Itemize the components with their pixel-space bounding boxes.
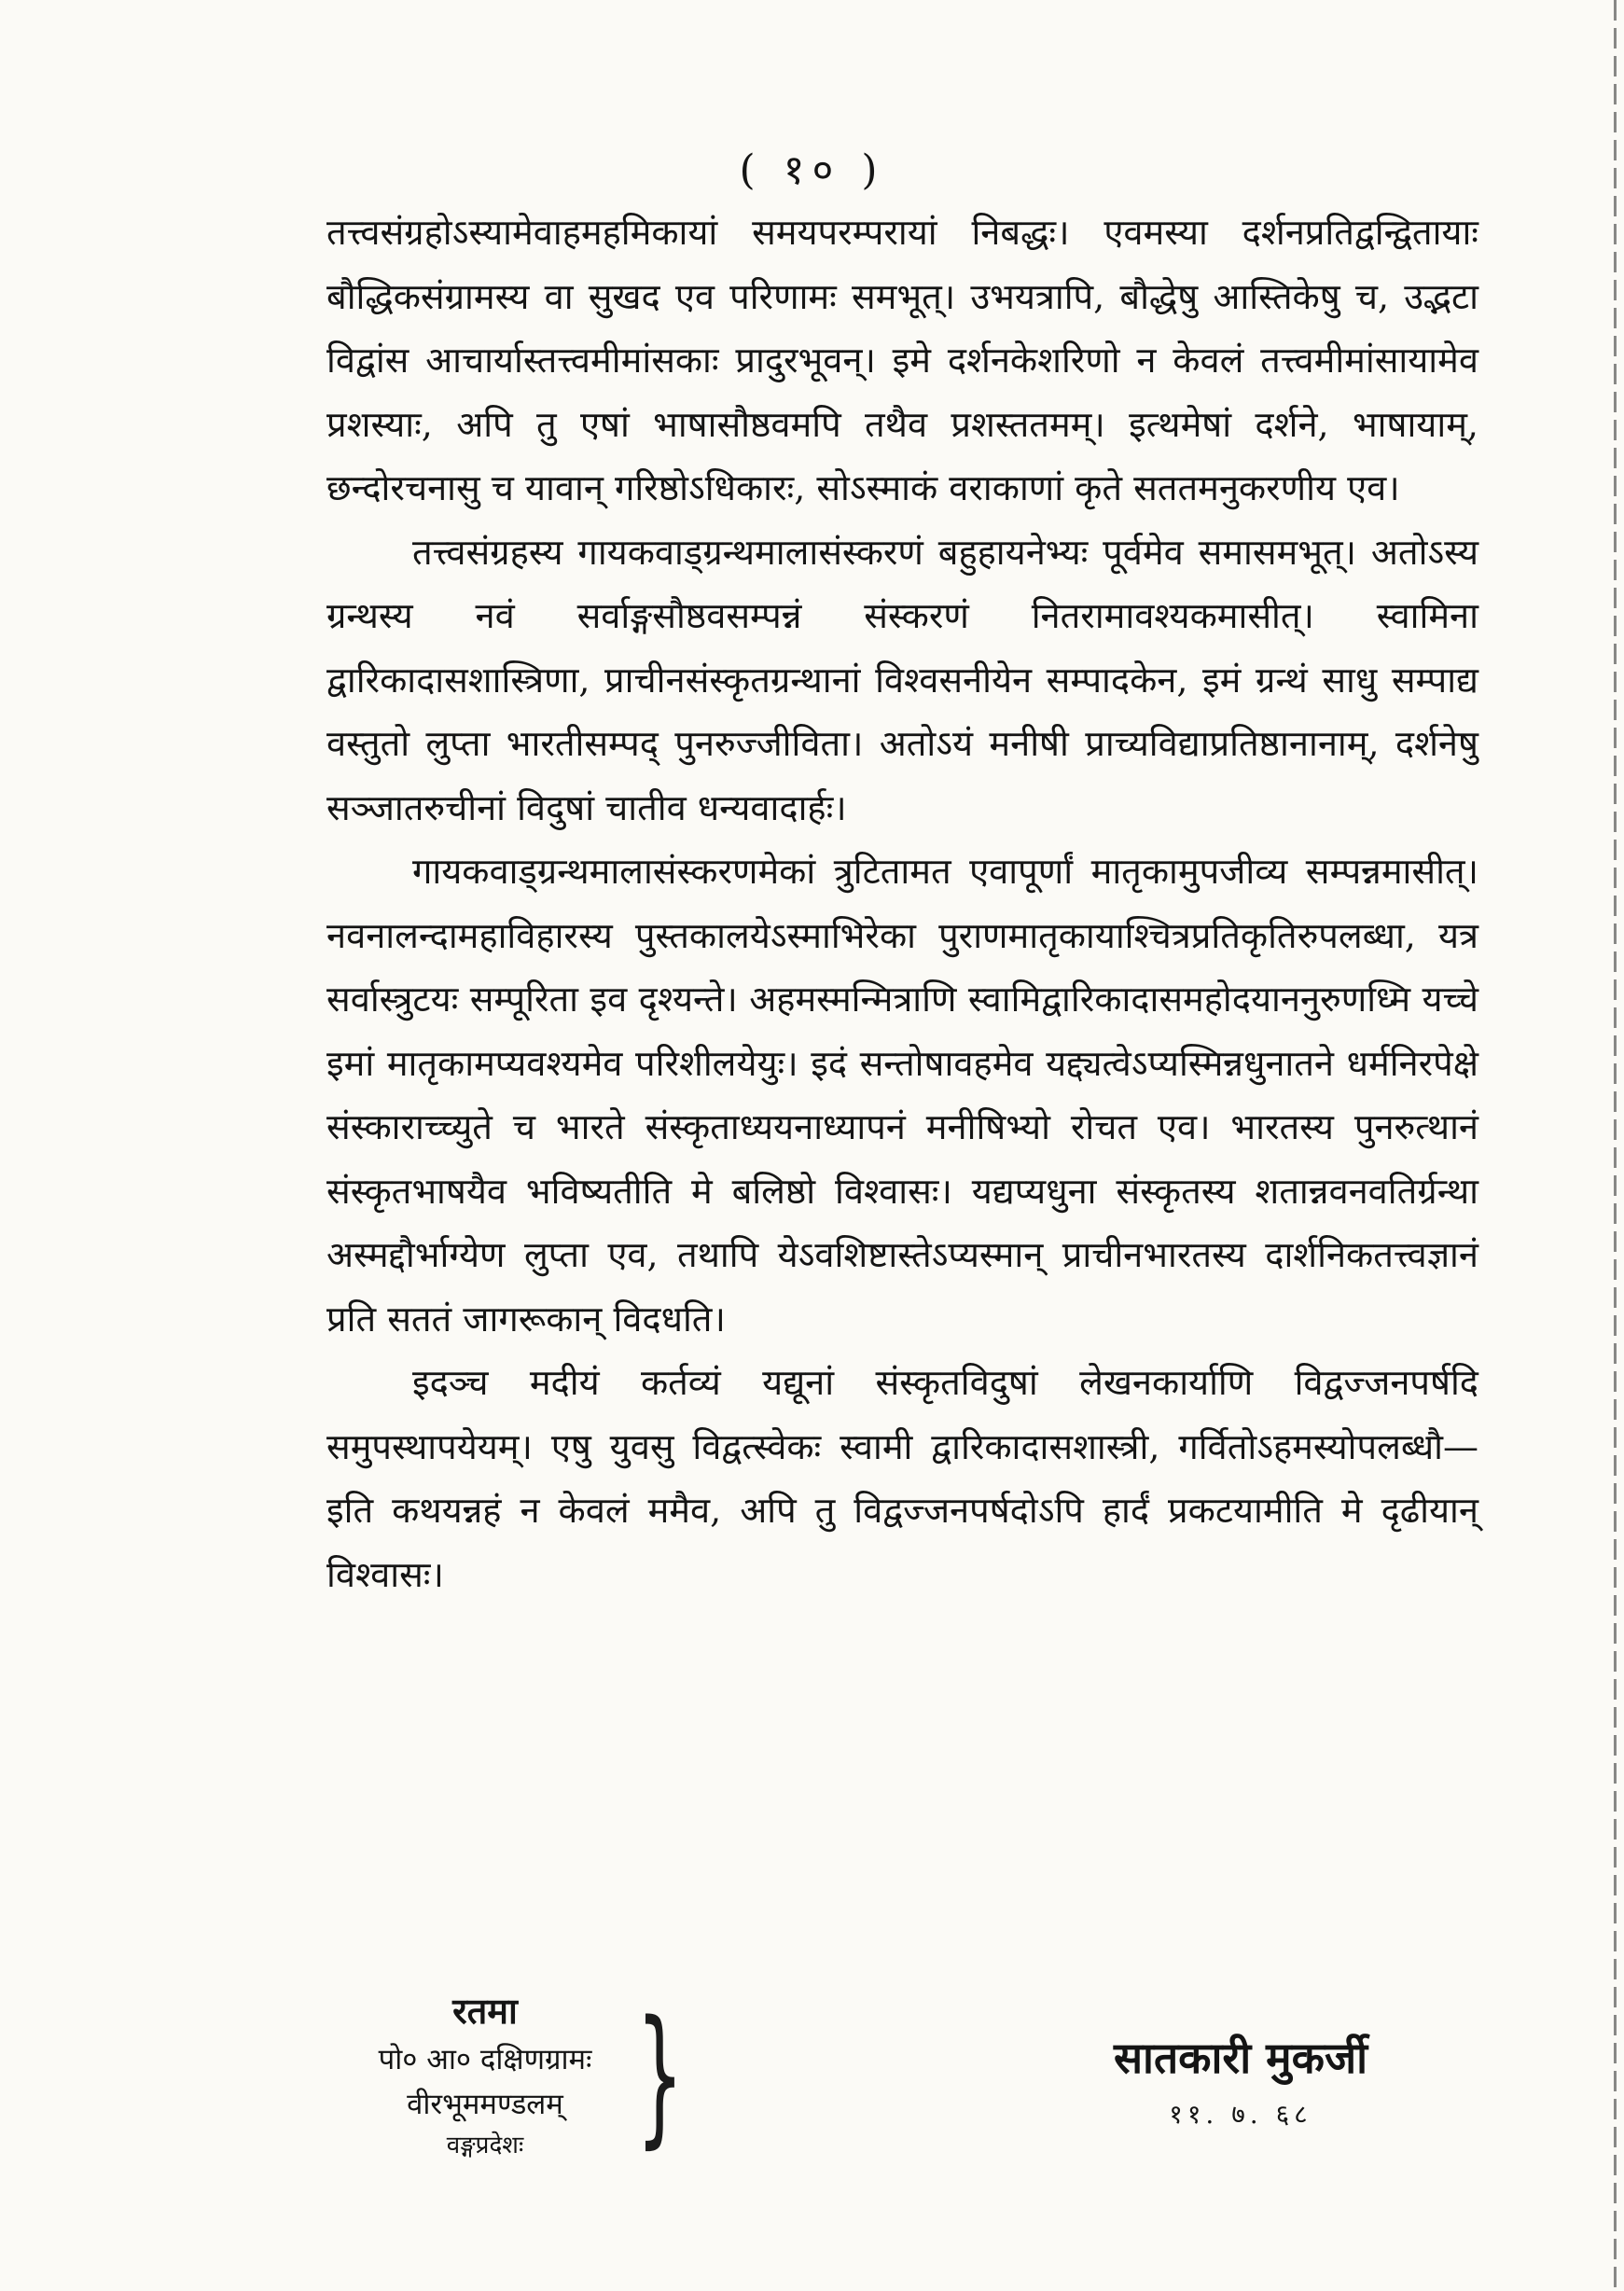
district-line: वीरभूममण्डलम्: [407, 2088, 563, 2121]
body-text: [326, 201, 1478, 1606]
paragraph-3: गायकवाड्ग्रन्थमालासंस्करणमेकां त्रुटितामत एवापूर्णां मातृकामुपजीव्य सम्पन्नमासीत्। नवनालन्दामहाविहारस्य पुस्तकालयेऽस्माभिरेका पुराणमातृकायाश्चित्रप्रतिकृतिरुपलब्धा, यत्र सर्वास्त्रुटयः सम्पूरिता इव दृश्यन्ते। अहमस्मन्मित्राणि स्वामिद्वारिकादासमहोदयाननुरुणध्मि यच्चे इमां मातृकामप्यवश्यमेव परिशीलयेयुः। इदं सन्तोषावहमेव यद्द्यत्वेऽप्यस्मिन्नधुनातने धर्मनिरपेक्षे संस्काराच्च्युते च भारते संस्कृताध्ययनाध्यापनं मनीषिभ्यो रोचत एव। भारतस्य पुनरुत्थानं संस्कृतभाषयैव भविष्यतीति मे बलिष्ठो विश्वासः। यद्यप्यधुना संस्कृतस्य शतान्नवनवतिर्ग्रन्था अस्मद्दौर्भाग्येण लुप्ता एव, तथापि येऽवशिष्टास्तेऽप्यस्मान् प्राचीनभारतस्य दार्शनिकतत्त्वज्ञानं प्रति सततं जागरूकान् विदधति।: [326, 851, 1478, 1340]
address-block: [317, 1985, 653, 2164]
curly-brace: }: [636, 1988, 684, 2162]
page-number: ( १० ): [739, 146, 885, 194]
paragraph-1: तत्त्वसंग्रहोऽस्यामेवाहमहमिकायां समयपरम्परायां निबद्धः। एवमस्या दर्शनप्रतिद्वन्द्वितायाः बौद्धिकसंग्रामस्य वा सुखद एव परिणामः समभूत्। उभयत्रापि, बौद्धेषु आस्तिकेषु च, उद्भटा विद्वांस आचार्यास्तत्त्वमीमांसकाः प्रादुरभूवन्। इमे दर्शनकेशरिणो न केवलं तत्त्वमीमांसायामेव प्रशस्याः, अपि तु एषां भाषासौष्ठवमपि तथैव प्रशस्ततमम्। इत्थमेषां दर्शने, भाषायाम्, छन्दोरचनासु च यावान् गरिष्ठोऽधिकारः, सोऽस्माकं वराकाणां कृते सततमनुकरणीय एव।: [326, 212, 1478, 508]
place-name: रतमा: [452, 1990, 518, 2032]
paragraph-2: तत्त्वसंग्रहस्य गायकवाड्ग्रन्थमालासंस्करणं बहुहायनेभ्यः पूर्वमेव समासमभूत्। अतोऽस्य ग्रन्थस्य नवं सर्वाङ्गसौष्ठवसम्पन्नं संस्करणं नितरामावश्यकमासीत्। स्वामिना द्वारिकादासशास्त्रिणा, प्राचीनसंस्कृतग्रन्थानां विश्वसनीयेन सम्पादकेन, इमं ग्रन्थं साधु सम्पाद्य वस्तुतो लुप्ता भारतीसम्पद् पुनरुज्जीविता। अतोऽयं मनीषी प्राच्यविद्याप्रतिष्ठानानाम्, दर्शनेषु सञ्जातरुचीनां विदुषां चातीव धन्यवादार्हः।: [326, 531, 1478, 828]
state-line: वङ्गप्रदेशः: [446, 2131, 524, 2159]
page-edge-shadow: [1614, 0, 1617, 2291]
author-name: सातकारी मुकर्जी: [1113, 2033, 1368, 2083]
signature-date: ११. ७. ६८: [1169, 2099, 1312, 2130]
paragraph-4: इदञ्च मदीयं कर्तव्यं यद्यूनां संस्कृतविदुषां लेखनकार्याणि विद्वज्जनपर्षदि समुपस्थापयेयम्। एषु युवसु विद्वत्स्वेकः स्वामी द्वारिकादासशास्त्री, गर्वितोऽहमस्योपलब्धौ—इति कथयन्नहं न केवलं ममैव, अपि तु विद्वज्जनपर्षदोऽपि हार्दं प्रकटयामीति मे दृढीयान् विश्वासः।: [326, 1362, 1478, 1595]
post-office-line: पो० आ० दक्षिणग्रामः: [378, 2043, 592, 2076]
signature-block: [1063, 2022, 1418, 2136]
